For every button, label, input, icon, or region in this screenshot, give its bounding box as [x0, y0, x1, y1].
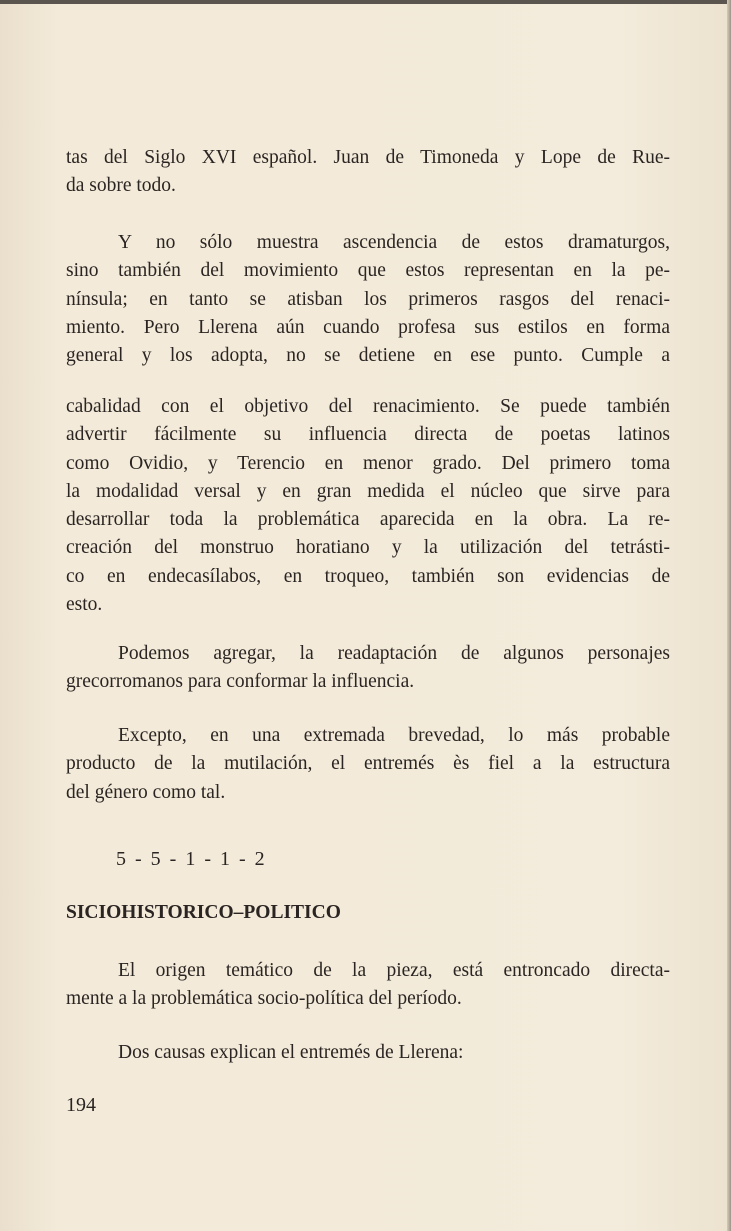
text-line: mente a la problemática socio-política del período. — [66, 988, 462, 1010]
text-line: sino también del movimiento que estos representan en la pe- — [66, 260, 670, 282]
paragraph-ascendencia — [66, 229, 670, 370]
text-line: tas del Siglo XVI español. Juan de Timoneda y Lope de Rue- — [66, 147, 670, 168]
text-line: producto de la mutilación, el entremés ès fiel a la estructura — [66, 753, 670, 775]
text-line: da sobre todo. — [66, 175, 176, 197]
text-line: Excepto, en una extremada brevedad, lo más probable — [118, 725, 670, 746]
section-number: 5 - 5 - 1 - 1 - 2 — [116, 848, 267, 870]
paragraph-estructura — [66, 722, 670, 807]
text-line: nínsula; en tanto se atisban los primeros rasgos del renaci- — [66, 288, 670, 310]
text-line: del género como tal. — [66, 781, 226, 803]
text-line: miento. Pero Llerena aún cuando profesa sus estilos en forma — [66, 316, 670, 338]
text-line: desarrollar toda la problemática aparecida en la obra. La re- — [66, 509, 670, 531]
page-number: 194 — [66, 1094, 96, 1116]
text-line: como Ovidio, y Terencio en menor grado. Del primero toma — [66, 452, 670, 474]
text-line: El origen temático de la pieza, está entroncado directa- — [118, 960, 670, 981]
paragraph-origen-tematico — [66, 957, 670, 1014]
section-heading: SICIOHISTORICO–POLITICO — [66, 902, 341, 923]
text-line: Podemos agregar, la readaptación de algunos personajes — [118, 643, 670, 664]
paragraph-personajes — [66, 640, 670, 697]
page-top-edge — [0, 0, 731, 4]
text-line: advertir fácilmente su influencia directa de poetas latinos — [66, 424, 670, 446]
text-line: esto. — [66, 594, 103, 616]
text-line: co en endecasílabos, en troqueo, también son evidencias de — [66, 565, 670, 587]
paragraph-dos-causas — [66, 1039, 670, 1067]
text-line: Y no sólo muestra ascendencia de estos dramaturgos, — [118, 232, 670, 253]
page-right-edge — [727, 0, 731, 1231]
text-line: general y los adopta, no se detiene en ese punto. Cumple a — [66, 345, 670, 367]
paragraph-renacimiento — [66, 393, 670, 619]
text-line: cabalidad con el objetivo del renacimiento. Se puede también — [66, 396, 670, 417]
text-line: grecorromanos para conformar la influencia. — [66, 671, 415, 693]
text-line: creación del monstruo horatiano y la utilización del tetrásti- — [66, 537, 670, 559]
text-line: la modalidad versal y en gran medida el núcleo que sirve para — [66, 480, 670, 502]
text-line: Dos causas explican el entremés de Llerena: — [118, 1042, 464, 1063]
paragraph-continuation — [66, 144, 670, 201]
